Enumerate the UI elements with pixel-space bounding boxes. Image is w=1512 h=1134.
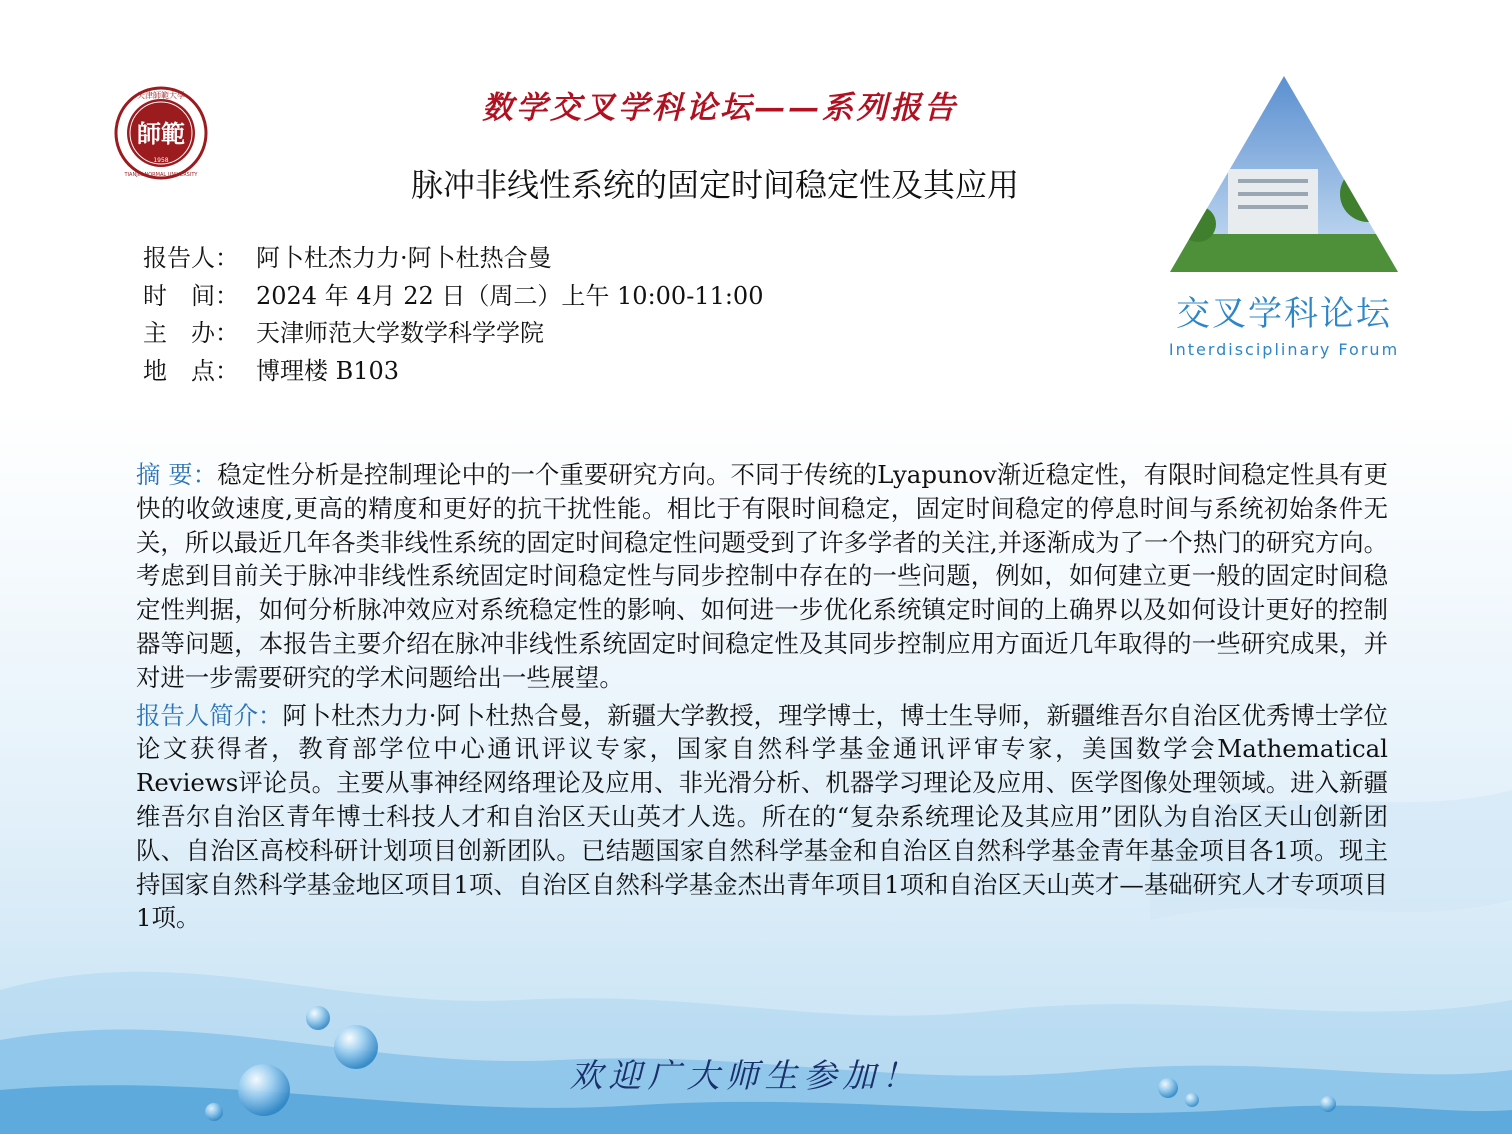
meta-value-time: 2024 年 4月 22 日（周二）上午 10:00-11:00 [256, 281, 764, 310]
meta-row-speaker [143, 240, 763, 278]
meta-value-speaker: 阿卜杜杰力力·阿卜杜热合曼 [256, 244, 552, 272]
report-meta-info [143, 240, 763, 390]
seal-year: 1958 [153, 157, 169, 164]
meta-label: 地 点： [143, 356, 239, 385]
report-title: 脉冲非线性系统的固定时间稳定性及其应用 [410, 166, 1019, 204]
meta-value-location: 博理楼 B103 [256, 356, 400, 385]
report-body [136, 458, 1388, 939]
bio-label: 报告人简介： [136, 700, 283, 730]
speaker-bio-paragraph [136, 699, 1388, 936]
university-seal-logo [114, 86, 208, 180]
meta-value-host: 天津师范大学数学科学学院 [256, 319, 544, 347]
welcome-message: 欢迎广大师生参加！ [569, 1056, 921, 1095]
meta-row-host [143, 315, 763, 353]
abstract-label: 摘 要： [136, 460, 218, 489]
seal-center-text: 師範 [137, 119, 185, 148]
abstract-text: 稳定性分析是控制理论中的一个重要研究方向。不同于传统的Lyapunov渐近稳定性，有限时间稳定性具有更快的收敛速度,更高的精度和更好的抗干扰性能。相比于有限时间稳定，固定时间稳定的停息时间与系统初始条件无关，所以最近几年各类非线性系统的固定时间稳定性问题受到了许多学者的关注,并逐渐成为了一个热门的研究方向。考虑到目前关于脉冲非线性系统固定时间稳定性与同步控制中存在的一些问题，例如，如何建立更一般的固定时间稳定性判据，如何分析脉冲效应对系统稳定性的影响、如何进一步优化系统镇定时间的上确界以及如何设计更好的控制器等问题，本报告主要介绍在脉冲非线性系统固定时间稳定性及其同步控制应用方面近几年取得的一些研究成果，并对进一步需要研究的学术问题给出一些展望。 [136, 460, 1388, 692]
badge-title-cn: 交叉学科论坛 [1176, 294, 1392, 334]
meta-label: 报告人： [143, 244, 239, 272]
seal-bottom-text: TIANJIN NORMAL UNIVERSITY [124, 172, 198, 178]
meta-label: 主 办： [143, 319, 239, 347]
abstract-paragraph [136, 458, 1388, 695]
bio-text: 阿卜杜杰力力·阿卜杜热合曼，新疆大学教授，理学博士，博士生导师，新疆维吾尔自治区优秀博士学位论文获得者，教育部学位中心通讯评议专家，国家自然科学基金通讯评审专家，美国数学会Mathematical Reviews评论员。主要从事神经网络理论及应用、非光滑分析、机器学习理论及应用、医学图像处理领域。进入新疆维吾尔自治区青年博士科技人才和自治区天山英才人选。所在的“复杂系统理论及其应用”团队为自治区天山创新团队、自治区高校科研计划项目创新团队。已结题国家自然科学基金和自治区自然科学基金青年基金项目各1项。现主持国家自然科学基金地区项目1项、自治区自然科学基金杰出青年项目1项和自治区天山英才—基础研究人才专项项目1项。 [136, 700, 1388, 933]
meta-row-time [143, 278, 763, 316]
meta-label: 时 间： [143, 281, 239, 310]
meta-row-location [143, 353, 763, 391]
forum-series-title: 数学交叉学科论坛——系列报告 [482, 90, 958, 126]
seal-top-text: 天津師範大學 [137, 91, 185, 100]
badge-title-en: Interdisciplinary Forum [1168, 340, 1400, 359]
